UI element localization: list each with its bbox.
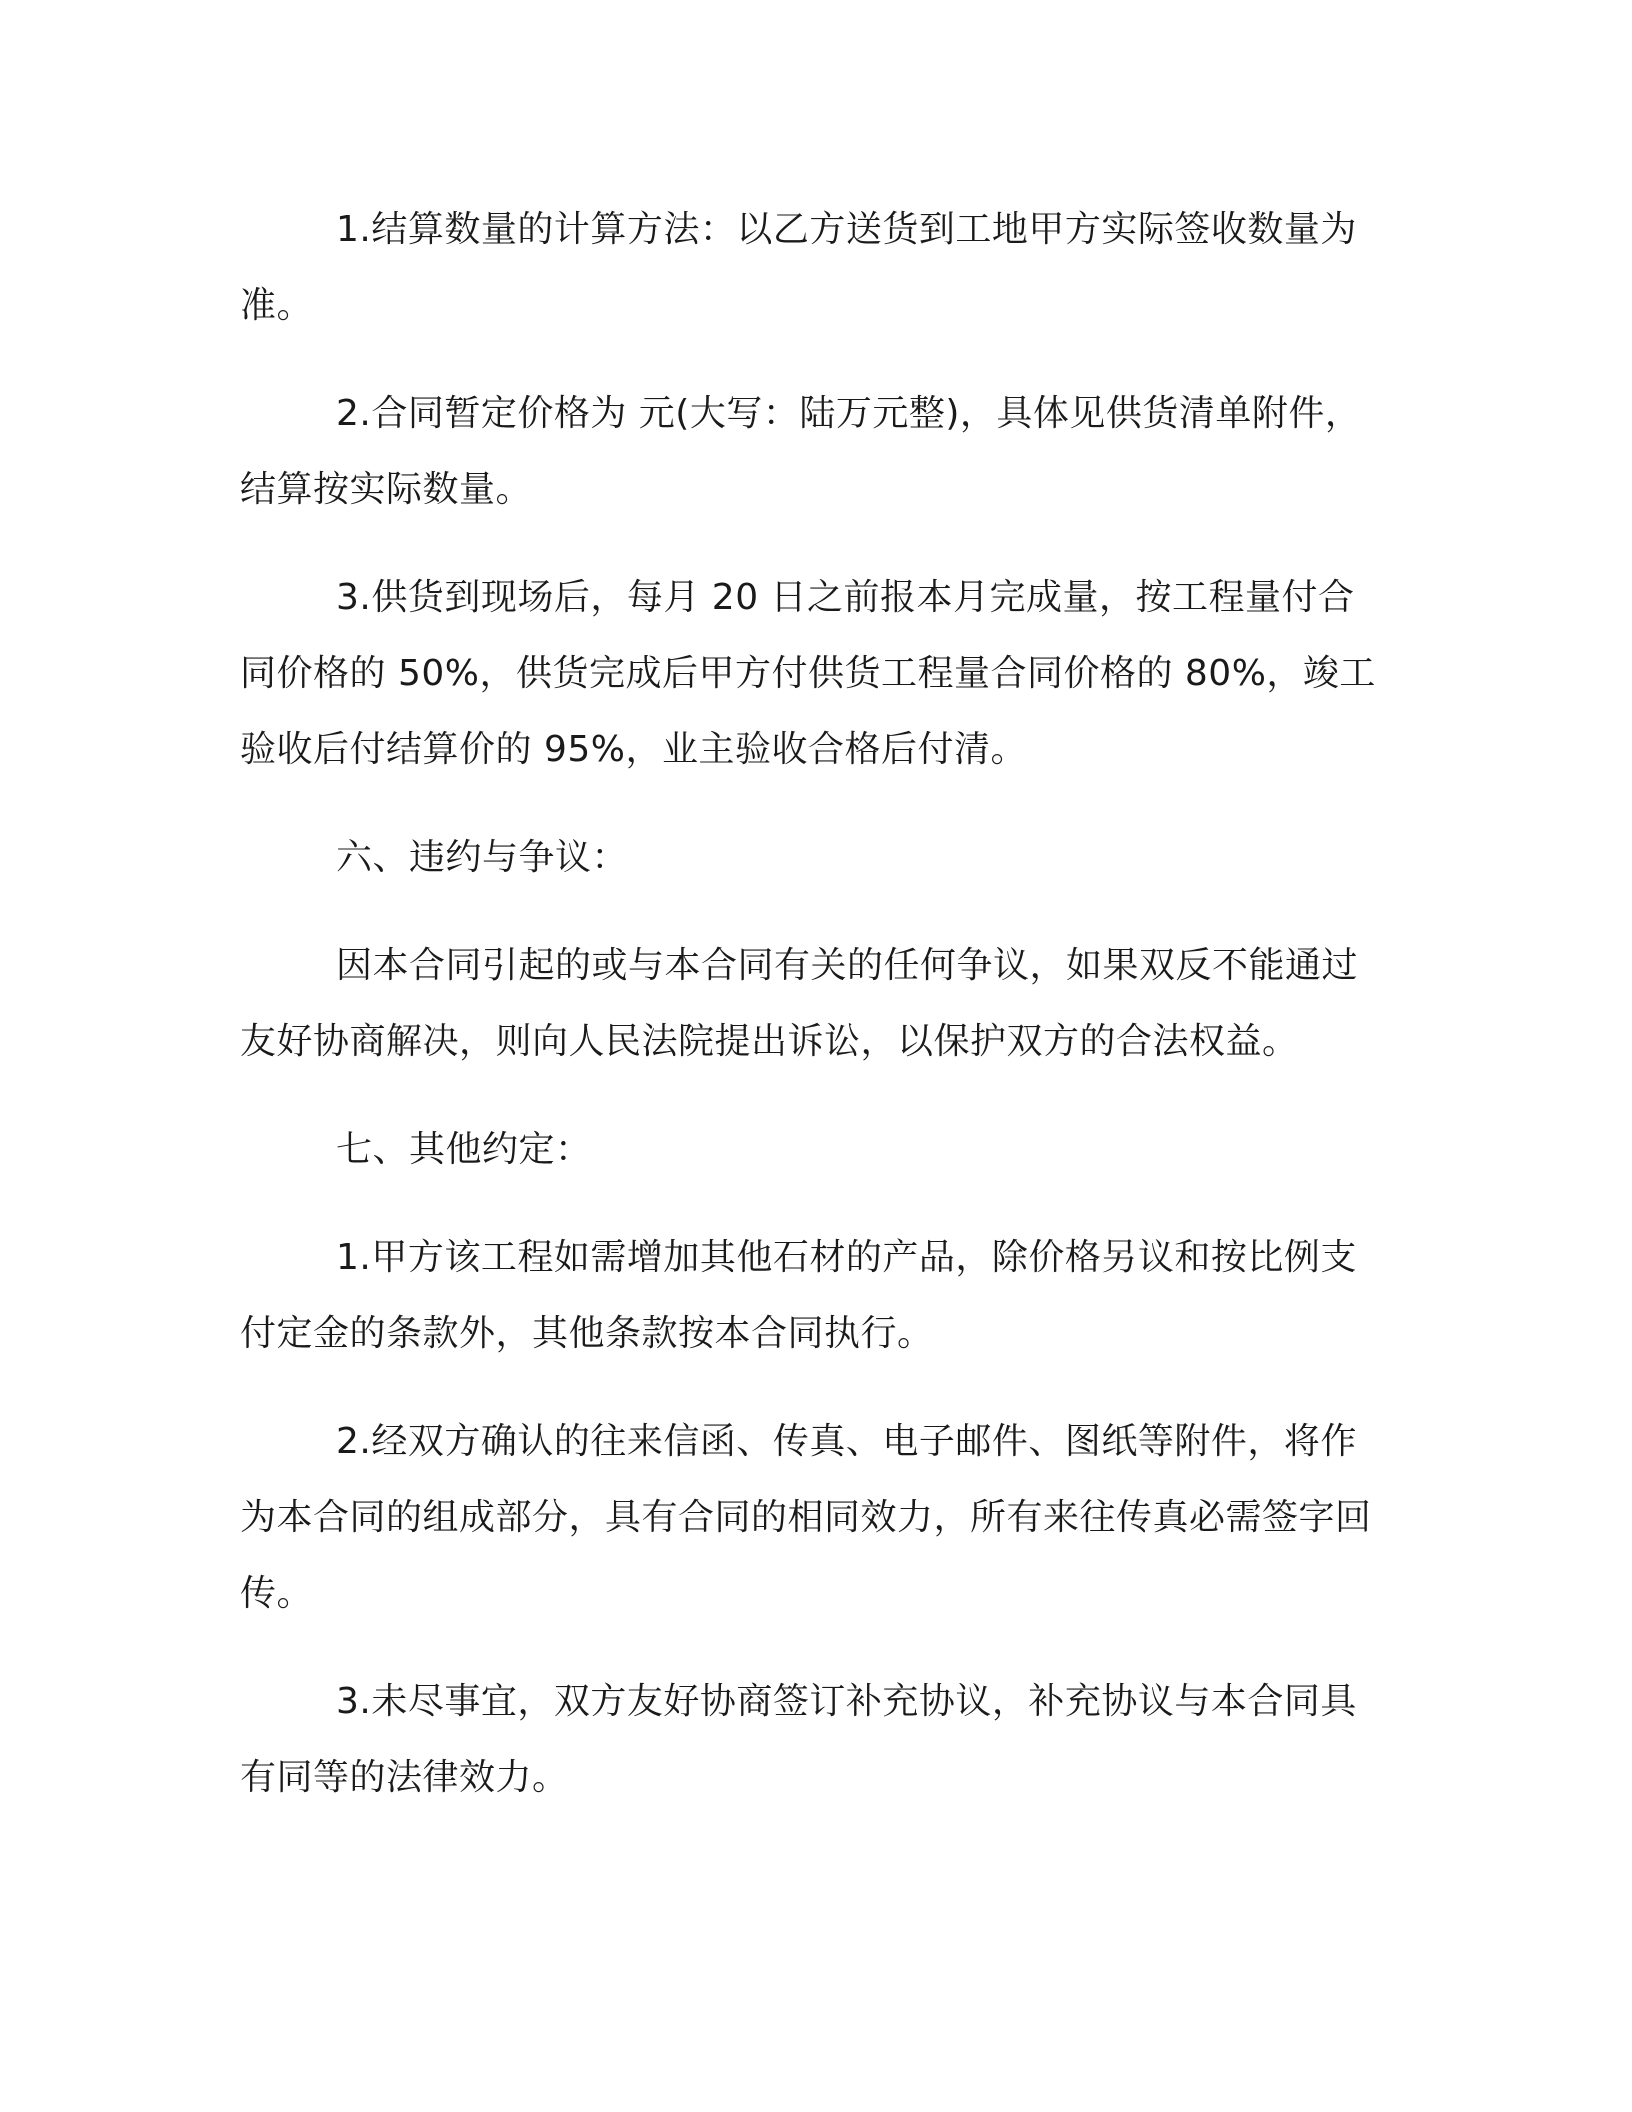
additional-products-clause: 1.甲方该工程如需增加其他石材的产品，除价格另议和按比例支付定金的条款外，其他条款按本合同执行。	[240, 1237, 1357, 1354]
section-heading-breach: 六、违约与争议：	[336, 837, 629, 878]
attachments-clause: 2.经双方确认的往来信函、传真、电子邮件、图纸等附件，将作为本合同的组成部分，具有合同的相同效力，所有来往传真必需签字回传。	[240, 1421, 1372, 1614]
supplementary-agreement-clause: 3.未尽事宜，双方友好协商签订补充协议，补充协议与本合同具有同等的法律效力。	[240, 1681, 1357, 1798]
settlement-quantity-clause: 1.结算数量的计算方法：以乙方送货到工地甲方实际签收数量为准。	[240, 209, 1357, 326]
payment-terms-clause: 3.供货到现场后，每月 20 日之前报本月完成量，按工程量付合同价格的 50%，供货完成后甲方付供货工程量合同价格的 80%，竣工验收后付结算价的 95%，业主验收合格后付清。	[240, 577, 1376, 770]
document-body	[240, 192, 1390, 1848]
dispute-clause: 因本合同引起的或与本合同有关的任何争议，如果双反不能通过友好协商解决，则向人民法院提出诉讼，以保护双方的合法权益。	[240, 945, 1359, 1062]
contract-price-clause: 2.合同暂定价格为 元(大写：陆万元整)，具体见供货清单附件，结算按实际数量。	[240, 393, 1362, 510]
section-heading-other: 七、其他约定：	[336, 1129, 592, 1170]
